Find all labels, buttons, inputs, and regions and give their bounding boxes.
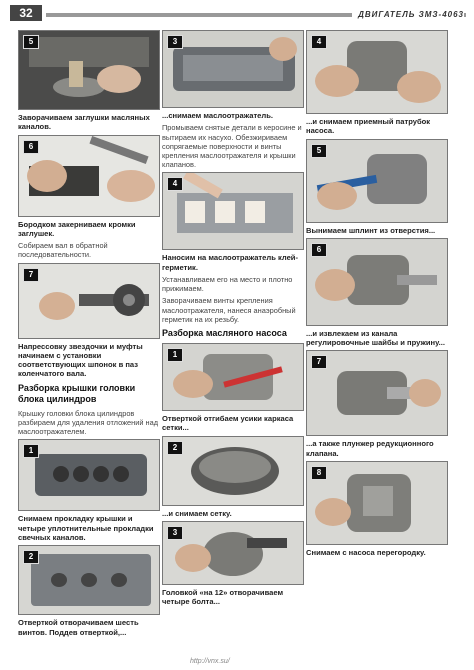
photo-cover-gasket [18, 439, 160, 511]
footer-url[interactable]: http://vnx.su/ [190, 658, 230, 665]
caption: Напрессовку звездочки и муфты начинаем с установки соответствующих шпонок в паз коленчатого вала. [18, 341, 143, 379]
caption: ...и снимаем сетку. [162, 508, 232, 518]
step-badge: 7 [311, 355, 327, 369]
caption: Отверткой отворачиваем шесть винтов. Поддев отверткой,... [18, 618, 139, 637]
step-badge: 5 [23, 35, 39, 49]
photo-plugs [18, 30, 160, 110]
step-badge: 3 [167, 526, 183, 540]
caption: ...снимаем маслоотражатель. [162, 111, 273, 120]
photo-sprocket [18, 263, 160, 339]
step-badge: 5 [311, 144, 327, 158]
step-badge: 1 [23, 444, 39, 458]
body-text: Заворачиваем винты крепления маслоотражателя, нанеся анаэробный герметик на их резьбу. [162, 296, 296, 324]
caption: Вынимаем шплинт из отверстия... [306, 225, 436, 235]
caption: Бородком закерниваем кромки заглушек. [18, 219, 136, 238]
column-middle [162, 30, 304, 609]
caption: ...и извлекаем из канала регулировочные шайбы и пружину... [306, 328, 445, 348]
photo-partition [306, 461, 448, 545]
caption: Заворачиваем заглушки масляных каналов. [18, 113, 150, 132]
section-heading: Разборка масляного насоса [162, 327, 287, 338]
step-badge: 7 [23, 268, 39, 282]
step-badge: 1 [167, 348, 183, 362]
section-heading: Разборка крышки головки блока цилиндров [18, 382, 136, 404]
photo-bolts [162, 521, 304, 585]
step-badge: 8 [311, 466, 327, 480]
body-text: Собираем вал в обратной последовательности. [18, 241, 108, 260]
step-badge: 6 [311, 243, 327, 257]
step-badge: 6 [23, 140, 39, 154]
caption: ...а также плунжер редукционного клапана. [306, 439, 434, 458]
photo-mesh-tabs [162, 343, 304, 411]
running-title: ДВИГАТЕЛЬ ЗМЗ-4063 [352, 10, 464, 19]
photo-sealant [162, 172, 304, 250]
body-text: Крышку головки блока цилиндров разбираем для удаления отложений над маслоотражателем. [18, 408, 159, 437]
caption: ...и снимаем приемный патрубок насоса. [306, 117, 431, 136]
photo-punch [18, 135, 160, 217]
step-badge: 3 [167, 35, 183, 49]
caption: Наносим на маслоотражатель клей-герметик. [162, 253, 299, 272]
column-left [18, 30, 160, 640]
photo-oil-baffle [162, 30, 304, 108]
column-right [306, 30, 448, 560]
step-badge: 2 [167, 441, 183, 455]
photo-split-pin [306, 139, 448, 223]
photo-screws [18, 545, 160, 615]
caption: Снимаем с насоса перегородку. [306, 548, 426, 558]
page-header [0, 0, 474, 24]
page-number: 32 [10, 5, 42, 21]
photo-plunger [306, 350, 448, 436]
body-text: Промываем снятые детали в керосине и вытираем их насухо. Обезжириваем сопрягаемые поверхности и винты крепления маслоотражателя и крышки клапанов. [162, 123, 302, 170]
photo-spring [306, 238, 448, 326]
step-badge: 4 [311, 35, 327, 49]
caption: Отверткой отгибаем усики каркаса сетки... [162, 413, 294, 433]
caption: Головкой «на 12» отворачиваем четыре болта... [162, 587, 284, 607]
caption: Снимаем прокладку крышки и четыре уплотнительные прокладки свечных каналов. [18, 514, 154, 542]
photo-intake-pipe [306, 30, 448, 114]
step-badge: 4 [167, 177, 183, 191]
body-text: Устанавливаем его на место и плотно прижимаем. [162, 274, 293, 294]
photo-mesh [162, 436, 304, 506]
step-badge: 2 [23, 550, 39, 564]
